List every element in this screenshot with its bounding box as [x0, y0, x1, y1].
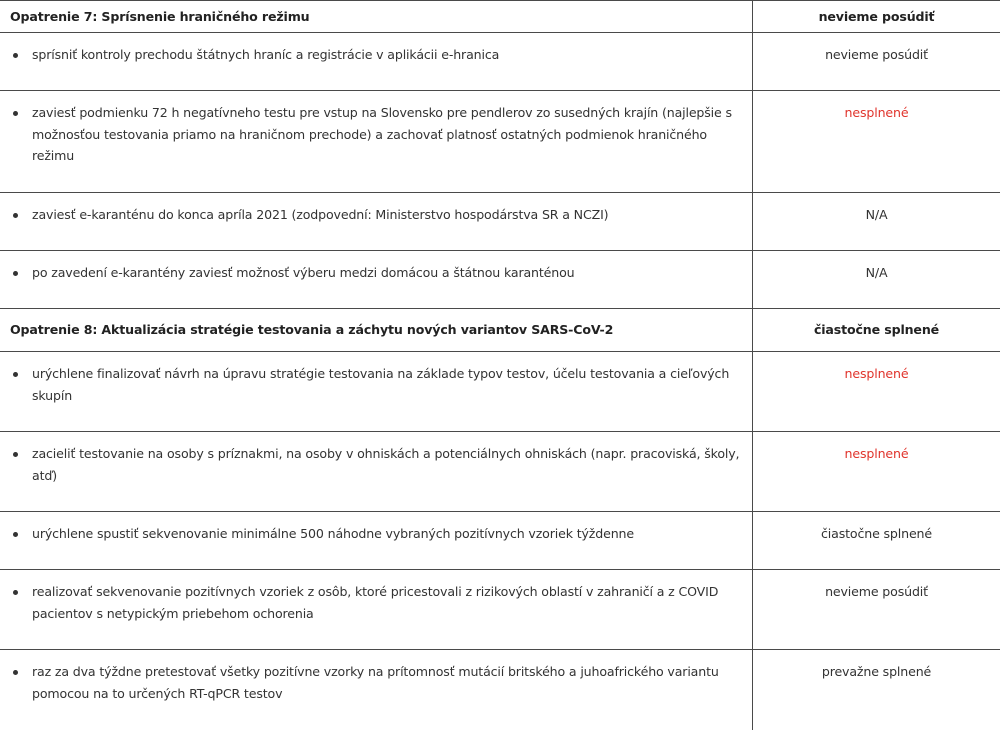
measure-text: raz za dva týždne pretestovať všetky pozitívne vzorky na prítomnosť mutácií britského a juhoafrického variantu pomocou na to určených RT-qPCR testov — [32, 664, 719, 701]
bullet-icon — [13, 532, 18, 537]
measure-text: urýchlene finalizovať návrh na úpravu stratégie testovania na základe typov testov, účelu testovania a cieľových skupín — [32, 366, 730, 403]
measure-status: nesplnené — [844, 366, 909, 381]
measure-cell — [0, 650, 753, 730]
measure-text: po zavedení e-karantény zaviesť možnosť výberu medzi domácou a štátnou karanténou — [32, 265, 575, 280]
measure-text: realizovať sekvenovanie pozitívnych vzoriek z osôb, ktoré pricestovali z rizikových oblastí v zahraničí a z COVID pacientov s netypickým priebehom ochorenia — [32, 584, 719, 621]
table-row — [0, 432, 1000, 512]
measure-cell — [0, 91, 753, 192]
measure-status: prevažne splnené — [821, 664, 932, 679]
measure-status: N/A — [865, 207, 888, 222]
measure-cell — [0, 251, 753, 308]
bullet-icon — [13, 53, 18, 58]
measure-cell — [0, 432, 753, 511]
section-header-row — [0, 1, 1000, 33]
measure-status: nevieme posúdiť — [825, 584, 928, 599]
measure-status: nesplnené — [844, 105, 909, 120]
measure-text: zacieliť testovanie na osoby s príznakmi, na osoby v ohniskách a potenciálnych ohniskách (napr. pracoviská, školy, atď) — [32, 446, 740, 483]
bullet-icon — [13, 590, 18, 595]
table-row — [0, 352, 1000, 432]
measure-cell — [0, 512, 753, 569]
measure-text: zaviesť podmienku 72 h negatívneho testu pre vstup na Slovensko pre pendlerov zo susedných krajín (najlepšie s možnosťou testovania priamo na hraničnom prechode) a zachovať platnosť ostatných podmienok hraničného režimu — [32, 105, 732, 163]
bullet-icon — [13, 271, 18, 276]
measure-cell — [0, 352, 753, 431]
section-title: Opatrenie 7: Sprísnenie hraničného režimu — [0, 1, 753, 32]
bullet-icon — [13, 452, 18, 457]
table-row — [0, 91, 1000, 193]
measure-status: čiastočne splnené — [821, 526, 932, 541]
measure-text: sprísniť kontroly prechodu štátnych hraníc a registrácie v aplikácii e-hranica — [32, 47, 500, 62]
bullet-icon — [13, 111, 18, 116]
section-status: nevieme posúdiť — [818, 9, 935, 24]
measure-text: zaviesť e-karanténu do konca apríla 2021 (zodpovední: Ministerstvo hospodárstva SR a NCZI) — [32, 207, 609, 222]
section-title: Opatrenie 8: Aktualizácia stratégie testovania a záchytu nových variantov SARS-CoV-2 — [0, 309, 753, 351]
measure-cell — [0, 33, 753, 90]
table-row — [0, 193, 1000, 251]
table-row — [0, 570, 1000, 650]
measure-status: N/A — [865, 265, 888, 280]
measure-cell — [0, 570, 753, 649]
bullet-icon — [13, 372, 18, 377]
table-row — [0, 650, 1000, 730]
bullet-icon — [13, 670, 18, 675]
measure-text: urýchlene spustiť sekvenovanie minimálne 500 náhodne vybraných pozitívnych vzoriek týždenne — [32, 526, 634, 541]
section-header-row — [0, 309, 1000, 352]
table-row — [0, 33, 1000, 91]
measure-status: nesplnené — [844, 446, 909, 461]
bullet-icon — [13, 213, 18, 218]
measure-cell — [0, 193, 753, 250]
table-row — [0, 512, 1000, 570]
table-row — [0, 251, 1000, 309]
measure-status: nevieme posúdiť — [825, 47, 928, 62]
section-status: čiastočne splnené — [813, 322, 940, 337]
